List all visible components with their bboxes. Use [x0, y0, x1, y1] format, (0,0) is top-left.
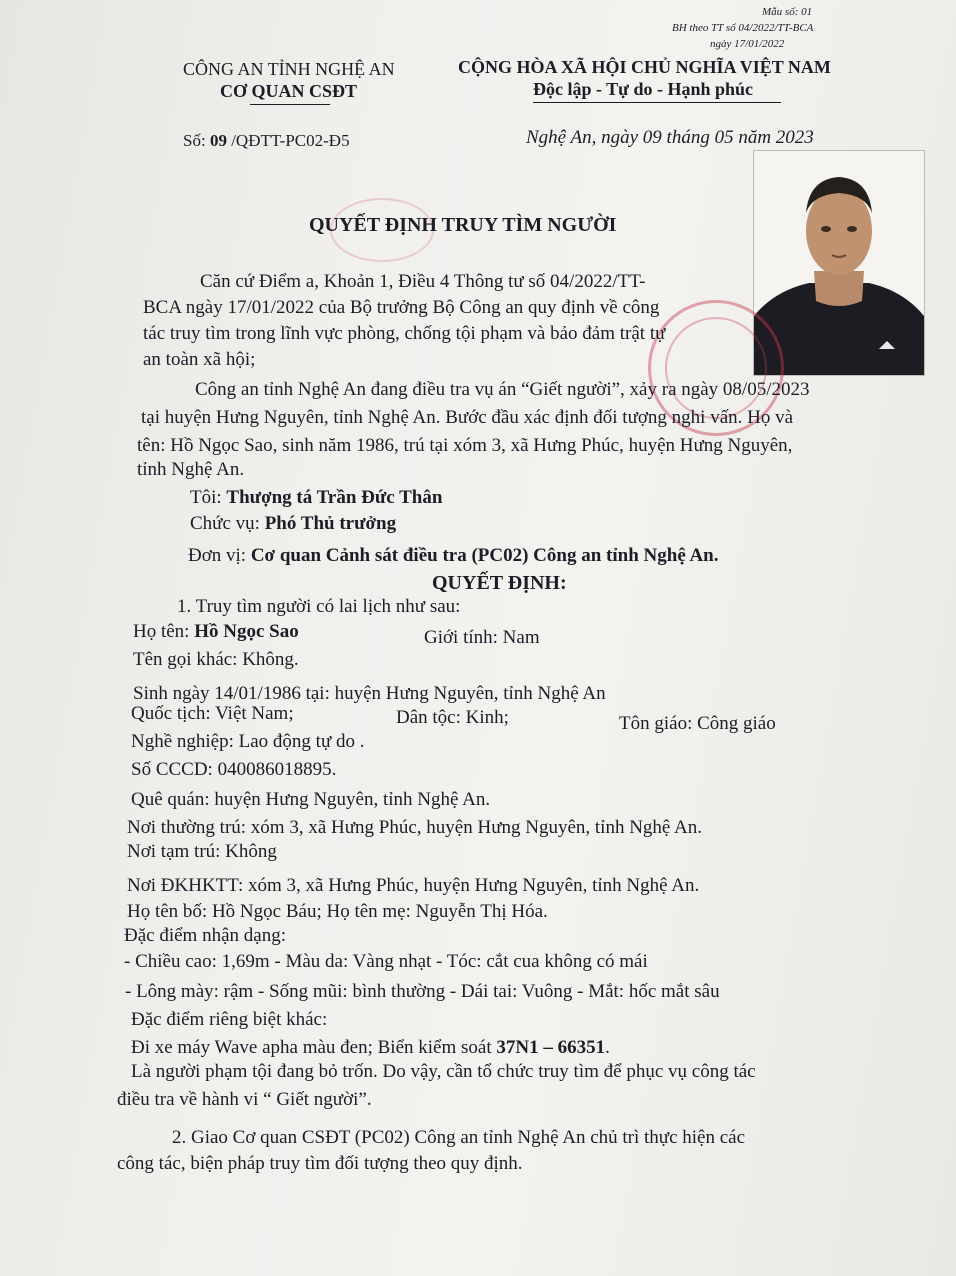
position-label: Chức vụ: [190, 513, 260, 534]
registered-residence: Nơi ĐKHKTT: xóm 3, xã Hưng Phúc, huyện Hưng Nguyên, tỉnh Nghệ An. [127, 875, 700, 896]
p2-line1: Công an tỉnh Nghệ An đang điều tra vụ án “Giết người”, xảy ra ngày 08/05/2023 [195, 379, 810, 400]
motto: Độc lập - Tự do - Hạnh phúc [533, 79, 754, 99]
number-suffix: /QĐTT-PC02-Đ5 [231, 131, 350, 150]
p2-line3: tên: Hồ Ngọc Sao, sinh năm 1986, trú tại xóm 3, xã Hưng Phúc, huyện Hưng Nguyên, [137, 435, 793, 456]
gender: Giới tính: Nam [424, 627, 540, 648]
unit-value: Cơ quan Cảnh sát điều tra (PC02) Công an tỉnh Nghệ An. [250, 545, 719, 566]
republic-title: CỘNG HÒA XÃ HỘI CHỦ NGHĨA VIỆT NAM [458, 57, 831, 77]
form-mark-line1: Mẫu số: 01 [762, 6, 813, 18]
document-title: QUYẾT ĐỊNH TRUY TÌM NGƯỜI [309, 214, 617, 236]
item2-line1: 2. Giao Cơ quan CSĐT (PC02) Công an tỉnh Nghệ An chủ trì thực hiện các [172, 1127, 746, 1148]
religion: Tôn giáo: Công giáo [619, 713, 776, 734]
license-plate: 37N1 – 66351 [496, 1037, 606, 1058]
agency-name: CƠ QUAN CSĐT [220, 81, 358, 101]
name-value: Hồ Ngọc Sao [194, 621, 299, 642]
features-line1: - Chiều cao: 1,69m - Màu da: Vàng nhạt - Tóc: cắt cua không có mái [124, 951, 648, 972]
position-line [190, 514, 396, 533]
name-line [133, 622, 299, 641]
place-date: Nghệ An, ngày 09 tháng 05 năm 2023 [526, 127, 814, 148]
agency-underline [250, 104, 330, 105]
fugitive-line2: điều tra về hành vi “ Giết người”. [117, 1089, 372, 1110]
special-features-label: Đặc điểm riêng biệt khác: [131, 1009, 328, 1030]
parents: Họ tên bố: Hồ Ngọc Báu; Họ tên mẹ: Nguyễn Thị Hóa. [127, 901, 548, 922]
birth: Sinh ngày 14/01/1986 tại: huyện Hưng Nguyên, tỉnh Nghệ An [133, 683, 606, 704]
id-card: Số CCCD: 040086018895. [131, 759, 337, 780]
alias: Tên gọi khác: Không. [133, 649, 299, 670]
number-value: 09 [209, 131, 227, 150]
p1-line1: Căn cứ Điểm a, Khoản 1, Điều 4 Thông tư số 04/2022/TT- [200, 271, 646, 292]
name-label: Họ tên: [133, 621, 190, 642]
motto-underline [533, 102, 781, 103]
unit-label: Đơn vị: [188, 545, 247, 566]
decision-heading: QUYẾT ĐỊNH: [432, 572, 567, 594]
form-mark-line2: BH theo TT số 04/2022/TT-BCA [672, 22, 814, 34]
p1-line2: BCA ngày 17/01/2022 của Bộ trưởng Bộ Công an quy định về công [143, 297, 660, 318]
occupation: Nghề nghiệp: Lao động tự do . [131, 731, 365, 752]
item2-line2: công tác, biện pháp truy tìm đối tượng theo quy định. [117, 1153, 523, 1174]
p2-line2: tại huyện Hưng Nguyên, tỉnh Nghệ An. Bước đầu xác định đối tượng nghi vấn. Họ và [141, 407, 794, 428]
features-label: Đặc điểm nhận dạng: [124, 925, 286, 946]
features-line2: - Lông mày: rậm - Sống mũi: bình thường - Dái tai: Vuông - Mắt: hốc mắt sâu [125, 981, 720, 1002]
item1-intro: 1. Truy tìm người có lai lịch như sau: [177, 596, 461, 617]
vehicle-text: Đi xe máy Wave apha màu đen; Biển kiểm soát [131, 1037, 492, 1058]
decision-number [183, 132, 350, 149]
fugitive-line1: Là người phạm tội đang bỏ trốn. Do vậy, cần tổ chức truy tìm để phục vụ công tác [131, 1061, 756, 1082]
vehicle-end: . [605, 1037, 610, 1058]
vehicle-line [131, 1038, 610, 1057]
p2-line4: tỉnh Nghệ An. [137, 459, 245, 480]
officer-label: Tôi: [190, 487, 222, 508]
agency-top: CÔNG AN TỈNH NGHỆ AN [183, 59, 395, 79]
position-value: Phó Thủ trưởng [264, 513, 397, 534]
form-mark-line3: ngày 17/01/2022 [710, 38, 785, 50]
p1-line4: an toàn xã hội; [143, 349, 256, 370]
hometown: Quê quán: huyện Hưng Nguyên, tỉnh Nghệ An. [131, 789, 491, 810]
portrait-image [754, 151, 924, 375]
officer-value: Thượng tá Trần Đức Thân [226, 487, 443, 508]
number-label: Số: [183, 131, 206, 150]
p1-line3: tác truy tìm trong lĩnh vực phòng, chống tội phạm và bảo đảm trật tự [143, 323, 666, 344]
permanent-residence: Nơi thường trú: xóm 3, xã Hưng Phúc, huyện Hưng Nguyên, tỉnh Nghệ An. [127, 817, 703, 838]
unit-line [188, 546, 719, 565]
temporary-residence: Nơi tạm trú: Không [127, 841, 277, 862]
ethnicity: Dân tộc: Kinh; [396, 707, 509, 728]
nationality: Quốc tịch: Việt Nam; [131, 703, 294, 724]
officer-line [190, 488, 442, 507]
